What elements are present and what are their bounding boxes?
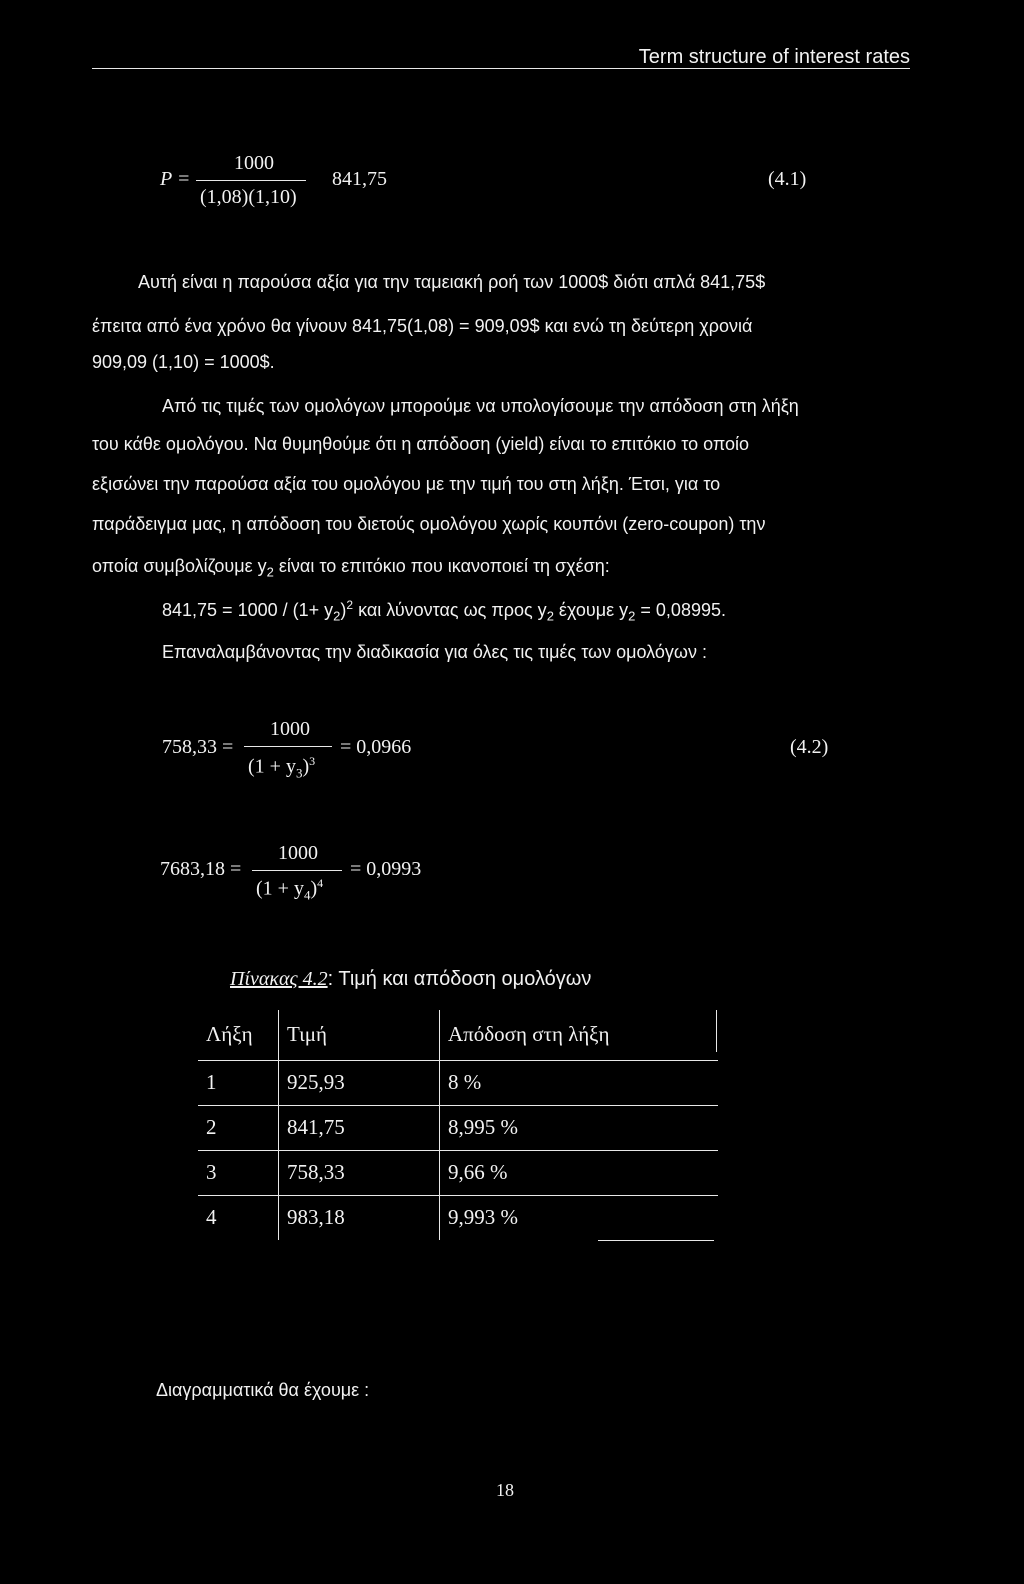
yield-subscript: 2 — [266, 564, 274, 580]
eq2-den-sup: 3 — [309, 754, 316, 768]
para1-line1: Αυτή είναι η παρούσα αξία για την ταμειακή ροή των 1000$ διότι απλά 841,75$ — [138, 272, 766, 292]
header-yield: Απόδοση στη λήξη — [440, 1010, 719, 1060]
eq1-denominator: (1,08)(1,10) — [200, 186, 297, 208]
table-row — [198, 1150, 718, 1195]
eq3-fraction-bar — [252, 870, 342, 871]
bond-yield-table — [198, 1010, 718, 1240]
cell-yield: 8,995 % — [440, 1105, 719, 1150]
relation-part-e: = 0,08995. — [635, 600, 726, 620]
eq1-numerator: 1000 — [234, 152, 274, 174]
eq3-result: = 0,0993 — [350, 858, 422, 880]
para2-line5 — [92, 556, 610, 580]
para2-line5-text-a: οποία συμβολίζουμε — [92, 556, 258, 576]
eq1-lhs: P = — [160, 168, 191, 190]
relation-sub-1: 2 — [333, 608, 341, 624]
cell-price: 983,18 — [279, 1195, 440, 1240]
table-row — [198, 1060, 718, 1105]
table-caption-colon: : — [327, 968, 334, 990]
cell-maturity: 2 — [198, 1105, 279, 1150]
cell-maturity: 1 — [198, 1060, 279, 1105]
table-tail-rule — [598, 1240, 714, 1241]
eq3-den-a: (1 + y — [256, 877, 304, 900]
table-caption — [230, 968, 591, 991]
relation-part-a: 841,75 = 1000 / (1+ y — [162, 600, 334, 620]
eq2-label: (4.2) — [790, 736, 829, 758]
eq2-fraction-bar — [244, 746, 332, 747]
header-rule — [92, 68, 910, 69]
table-header-row — [198, 1010, 718, 1060]
header-maturity: Λήξη — [198, 1010, 279, 1060]
cell-maturity: 4 — [206, 1205, 217, 1229]
eq3-lhs: 7683,18 = — [160, 858, 242, 880]
relation-part-c: και λύνοντας ως προς y — [353, 600, 547, 620]
relation-sup: 2 — [346, 598, 354, 612]
page-number: 18 — [496, 1480, 514, 1500]
eq2-den-a: (1 + y — [248, 755, 296, 778]
eq1-label: (4.1) — [768, 168, 807, 190]
eq1-fraction-bar — [196, 180, 306, 181]
cell-price: 925,93 — [279, 1060, 440, 1105]
yield-relation — [162, 598, 726, 624]
yield-symbol-y: y — [257, 556, 267, 576]
diagram-intro: Διαγραμματικά θα έχουμε : — [156, 1380, 370, 1400]
para1-line2: έπειτα από ένα χρόνο θα γίνουν 841,75(1,08) = 909,09$ και ενώ τη δεύτερη χρονιά — [92, 316, 753, 336]
relation-part-d: έχουμε y — [553, 600, 629, 620]
cell-maturity: 3 — [198, 1150, 279, 1195]
eq3-denominator — [256, 876, 323, 904]
table-caption-label: Πίνακας 4.2 — [230, 968, 328, 990]
eq3-den-sub: 4 — [303, 887, 311, 903]
relation-sub-2: 2 — [546, 608, 554, 624]
table-caption-text: Τιμή και απόδοση ομολόγων — [333, 968, 592, 990]
eq2-lhs: 758,33 = — [162, 736, 234, 758]
table-row — [198, 1195, 718, 1240]
table-row — [198, 1105, 718, 1150]
cell-yield: 9,993 % — [440, 1195, 719, 1240]
relation-part-b: ) — [340, 600, 347, 620]
cell-yield: 9,66 % — [440, 1150, 719, 1195]
para2-line4: παράδειγμα μας, η απόδοση του διετούς ομολόγου χωρίς κουπόνι (zero-coupon) την — [92, 514, 766, 534]
para2-line1: Από τις τιμές των ομολόγων μπορούμε να υπολογίσουμε την απόδοση στη λήξη — [162, 396, 799, 416]
relation-sub-3: 2 — [628, 608, 636, 624]
table-right-edge — [716, 1010, 717, 1052]
eq3-numerator: 1000 — [278, 842, 318, 864]
eq2-den-b: ) — [302, 755, 310, 778]
eq1-result: 841,75 — [332, 168, 387, 190]
para2-line5-text-b: είναι το επιτόκιο που ικανοποιεί τη σχέση: — [273, 556, 610, 576]
eq2-result: = 0,0966 — [340, 736, 412, 758]
para2-line2: του κάθε ομολόγου. Να θυμηθούμε ότι η απόδοση (yield) είναι το επιτόκιο το οποίο — [92, 434, 750, 454]
eq2-numerator: 1000 — [270, 718, 310, 740]
para3: Επαναλαμβάνοντας την διαδικασία για όλες τις τιμές των ομολόγων : — [162, 642, 707, 662]
eq3-den-sup: 4 — [317, 876, 324, 890]
para1-line3: 909,09 (1,10) = 1000$. — [92, 352, 275, 372]
cell-price: 841,75 — [279, 1105, 440, 1150]
eq2-den-sub: 3 — [295, 765, 303, 781]
header-price: Τιμή — [279, 1010, 440, 1060]
cell-yield: 8 % — [440, 1060, 719, 1105]
para2-line3: εξισώνει την παρούσα αξία του ομολόγου με την τιμή του στη λήξη. Έτσι, για το — [92, 474, 721, 494]
cell-price: 758,33 — [279, 1150, 440, 1195]
running-header: Term structure of interest rates — [638, 46, 910, 68]
eq2-denominator — [248, 754, 315, 782]
eq3-den-b: ) — [310, 877, 318, 900]
